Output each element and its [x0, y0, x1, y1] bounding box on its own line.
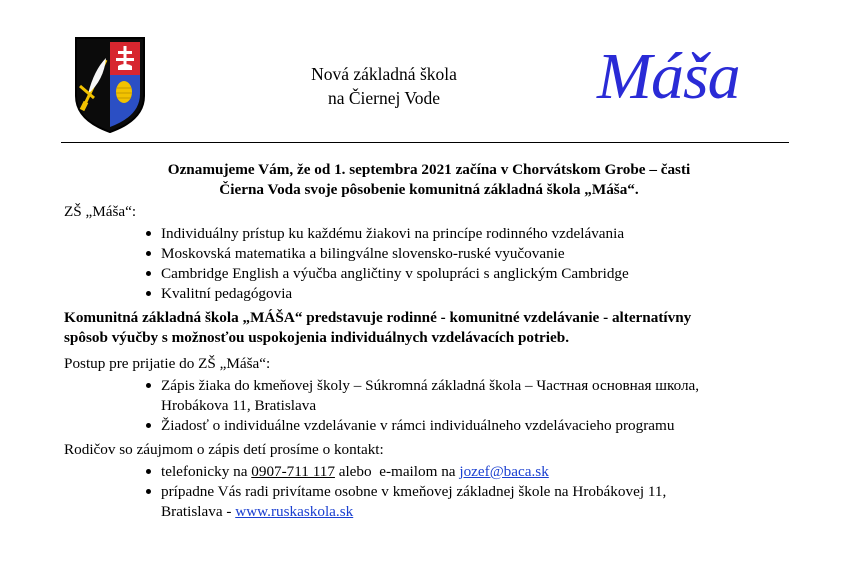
admission-item1-line2: Hrobákova 11, Bratislava: [161, 397, 317, 414]
coat-of-arms-icon: [74, 36, 146, 134]
contact-title: Rodičov so záujmom o zápis detí prosíme o kontakt:: [64, 441, 384, 458]
email-prefix: alebo e-mailom na: [338, 463, 456, 480]
visit-line1: prípadne Vás radi privítame osobne v kmeňovej základnej škole na Hrobákovej 11,: [161, 483, 667, 500]
list-item: [161, 482, 794, 522]
description-line1: Komunitná základná škola „MÁŠA“ predstavuje rodinné - komunitné vzdelávanie - alternatívny: [64, 309, 692, 326]
announcement-line1: Oznamujeme Vám, že od 1. septembra 2021 začína v Chorvátskom Grobe – časti: [167, 161, 691, 178]
school-name: [270, 62, 498, 110]
email-link[interactable]: jozef@baca.sk: [459, 463, 549, 480]
description: [64, 308, 794, 348]
announcement-line2: Čierna Voda svoje pôsobenie komunitná základná škola „Máša“.: [219, 181, 639, 198]
features-title: ZŠ „Máša“:: [64, 203, 137, 220]
admission-title: Postup pre prijatie do ZŠ „Máša“:: [64, 355, 271, 372]
school-name-line1: Nová základná škola: [311, 64, 457, 84]
phone-prefix: telefonicky na: [161, 463, 248, 480]
list-item: Individuálny prístup ku každému žiakovi na princípe rodinného vzdelávania: [161, 224, 794, 244]
visit-line2: [161, 502, 794, 522]
contact-list: [64, 462, 794, 522]
phone-link[interactable]: 0907-711 117: [251, 463, 335, 480]
admission-item1-line1: Zápis žiaka do kmeňovej školy – Súkromná základná škola – Частная основная школа,: [161, 377, 700, 394]
document-body: [64, 160, 794, 526]
school-logo: Máša: [597, 40, 740, 113]
list-item: [161, 462, 794, 482]
list-item: Cambridge English a výučba angličtiny v spolupráci s anglickým Cambridge: [161, 264, 794, 284]
description-line2: spôsob výučby s možnosťou uspokojenia individuálnych vzdelávacích potrieb.: [64, 329, 569, 346]
list-item: Moskovská matematika a bilingválne slovensko-ruské vyučovanie: [161, 244, 794, 264]
website-link[interactable]: www.ruskaskola.sk: [235, 503, 354, 520]
announcement: [64, 160, 794, 200]
list-item: [161, 376, 794, 416]
header-divider: [61, 142, 789, 143]
list-item: Kvalitní pedagógovia: [161, 284, 794, 304]
list-item: Žiadosť o individuálne vzdelávanie v rámci individuálneho vzdelávacieho programu: [161, 416, 794, 436]
visit-prefix: Bratislava -: [161, 503, 232, 520]
features-list: [64, 224, 794, 304]
school-name-line2: na Čiernej Vode: [327, 88, 441, 108]
admission-list: [64, 376, 794, 436]
